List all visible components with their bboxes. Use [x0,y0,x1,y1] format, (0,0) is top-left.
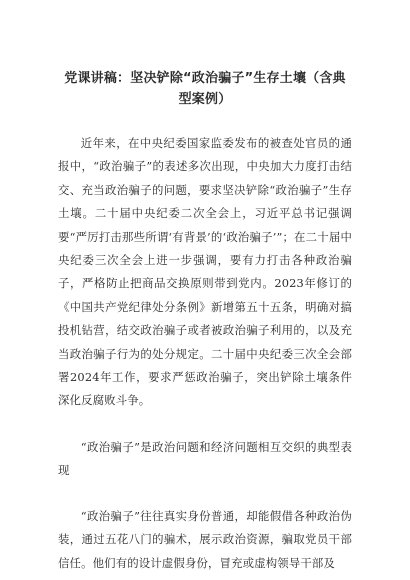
document-title: 党课讲稿：坚决铲除“政治骗子”生存土壤（含典型案例） [64,71,346,107]
body-paragraph: “政治骗子”往往真实身份普通，却能假借各种政治伪装，通过五花八门的骗术，展示政治资源，骗取党员干部信任。他们有的设计虚假身份，冒充或虚构领导干部及 [58,508,352,570]
section-heading-paragraph: “政治骗子”是政治问题和经济问题相互交织的典型表现 [58,439,352,478]
body-paragraph: 近年来，在中央纪委国家监委发布的被查处官员的通报中，“政治骗子”的表述多次出现，中央加大力度打击结交、充当政治骗子的问题，要求坚决铲除“政治骗子”生存土壤。二十届中央纪委二次全会上，习近平总书记强调要“严厉打击那些所谓‘有背景’的‘政治骗子’”；在二十届中央纪委三次全会上进一步强调，要有力打击各种政治骗子，严格防止把商品交换原则带到党内。2023年修订的《中国共产党纪律处分条例》新增第五十五条，明确对搞投机钻营，结交政治骗子或者被政治骗子利用的，以及充当政治骗子行为的处分规定。二十届中央纪委三次全会部署2024年工作，要求严惩政治骗子，突出铲除土壤条件深化反腐败斗争。 [58,136,352,408]
